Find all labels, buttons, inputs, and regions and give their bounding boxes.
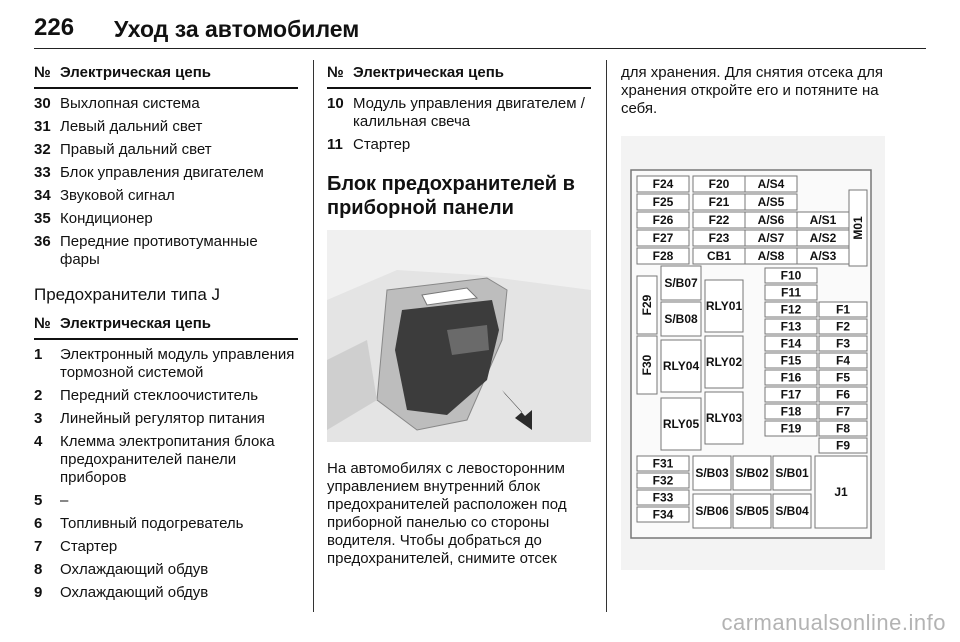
column-3 (621, 64, 891, 570)
header-circuit: Электрическая цепь (60, 315, 212, 332)
row-circuit: Охлаждающий обдув (60, 584, 209, 601)
row-number: 10 (327, 95, 344, 112)
header-rule (34, 48, 926, 49)
row-circuit: Электронный модуль управления тормозной системой (60, 346, 295, 381)
subheading-j-fuses: Предохранители типа J (34, 285, 221, 304)
fuse-label: F33 (652, 490, 674, 505)
fuse-label: F32 (652, 473, 674, 488)
circuit-table-3 (327, 89, 591, 154)
fuse-label: F29 (640, 294, 654, 316)
header-number: № (34, 315, 51, 332)
table-row (327, 95, 591, 131)
fuse-label: F17 (780, 387, 802, 402)
row-number: 6 (34, 515, 43, 532)
row-number: 8 (34, 561, 43, 578)
row-circuit: Передние противотуманные фары (60, 233, 258, 268)
table-row (34, 95, 298, 113)
table-header (327, 64, 591, 89)
section-heading: Блок предохранителей в приборной панели (327, 173, 575, 219)
row-number: 4 (34, 433, 43, 450)
fuse-label: F8 (835, 421, 851, 436)
fuse-label: F7 (835, 404, 851, 419)
fuse-label: A/S7 (757, 231, 785, 245)
row-circuit: Линейный регулятор питания (60, 410, 265, 427)
fuse-label: S/B03 (695, 466, 729, 480)
fuse-label: F26 (652, 213, 674, 227)
fuse-label: M01 (851, 216, 865, 240)
fuse-label: RLY02 (705, 355, 743, 369)
row-number: 35 (34, 210, 51, 227)
row-number: 9 (34, 584, 43, 601)
fuse-label: A/S2 (809, 231, 837, 245)
fuse-label: RLY01 (705, 299, 743, 313)
fuse-label: S/B06 (695, 504, 729, 518)
row-circuit: Звуковой сигнал (60, 187, 175, 204)
table-row (34, 346, 298, 382)
row-circuit: Выхлопная система (60, 95, 200, 112)
fuse-label: S/B05 (735, 504, 769, 518)
fuse-label: F12 (780, 302, 802, 317)
circuit-table-1 (34, 89, 298, 269)
fuse-label: RLY03 (705, 411, 743, 425)
row-number: 7 (34, 538, 43, 555)
row-circuit: Клемма электропитания блока предохранителей панели приборов (60, 433, 275, 486)
fuse-label: F14 (780, 336, 802, 351)
fuse-label: A/S6 (757, 213, 785, 227)
fuse-label: F20 (708, 177, 730, 191)
fuse-label: F28 (652, 249, 674, 263)
row-circuit: Кондиционер (60, 210, 153, 227)
table-row (34, 233, 298, 269)
table-row (34, 164, 298, 182)
fuse-label: F2 (835, 319, 851, 334)
table-row (34, 433, 298, 487)
row-circuit: Передний стеклоочиститель (60, 387, 259, 404)
fuse-label: F21 (708, 195, 730, 209)
fuse-label: F10 (780, 268, 802, 283)
fusebox-location-photo (327, 230, 591, 442)
fuse-label: F27 (652, 231, 674, 245)
row-circuit: Правый дальний свет (60, 141, 212, 158)
fuse-label: RLY05 (662, 417, 700, 431)
fuse-label: F19 (780, 421, 802, 436)
row-circuit: Топливный подогреватель (60, 515, 244, 532)
row-circuit: Охлаждающий обдув (60, 561, 209, 578)
row-number: 30 (34, 95, 51, 112)
row-circuit: Стартер (353, 136, 411, 153)
fuse-label: F9 (835, 438, 851, 453)
body-paragraph-continued: для хранения. Для снятия отсека для хранения откройте его и потяните на себя. (621, 64, 883, 117)
row-circuit: – (60, 492, 69, 509)
dashboard-illustration (327, 230, 591, 442)
fuse-label: A/S5 (757, 195, 785, 209)
fuse-label: F34 (652, 507, 674, 522)
fuse-label: S/B02 (735, 466, 769, 480)
fuse-label: F6 (835, 387, 851, 402)
header-circuit: Электрическая цепь (60, 64, 212, 81)
fuse-label: A/S1 (809, 213, 837, 227)
table-row (34, 538, 298, 556)
fuse-label: A/S8 (757, 249, 785, 263)
watermark: carmanualsonline.info (721, 610, 946, 635)
fuse-label: F15 (780, 353, 802, 368)
fuse-label: F25 (652, 195, 674, 209)
table-row (34, 584, 298, 602)
fuse-label: F24 (652, 177, 674, 191)
table-row (34, 187, 298, 205)
body-paragraph: На автомобилях с левосторонним управлением внутренний блок предохранителей расположен под приборной панелью со стороны водителя. Чтобы добраться до предохранителей, снимите отсек (327, 460, 567, 567)
fuse-label: A/S3 (809, 249, 837, 263)
fuse-label: F1 (835, 302, 851, 317)
header-circuit: Электрическая цепь (353, 64, 505, 81)
table-row (34, 210, 298, 228)
fuse-label: F4 (835, 353, 851, 368)
table-row (34, 410, 298, 428)
table-row (34, 387, 298, 405)
table-row (327, 136, 591, 154)
fuse-box-diagram (621, 136, 885, 570)
fuse-label: F22 (708, 213, 730, 227)
row-circuit: Блок управления двигателем (60, 164, 264, 181)
row-circuit: Модуль управления двигателем / калильная свеча (353, 95, 585, 130)
row-number: 36 (34, 233, 51, 250)
header-number: № (327, 64, 344, 81)
table-row (34, 515, 298, 533)
column-2 (327, 64, 591, 568)
row-circuit: Левый дальний свет (60, 118, 203, 135)
fuse-label: F16 (780, 370, 802, 385)
column-divider-2 (606, 60, 607, 612)
fuse-label: F3 (835, 336, 851, 351)
row-number: 5 (34, 492, 43, 509)
row-number: 34 (34, 187, 51, 204)
circuit-table-2 (34, 340, 298, 602)
fuse-label: RLY04 (662, 359, 700, 373)
row-number: 3 (34, 410, 43, 427)
table-header (34, 315, 298, 340)
fuse-label: S/B04 (775, 504, 809, 518)
row-number: 33 (34, 164, 51, 181)
fuse-label: S/B07 (664, 276, 698, 290)
table-header (34, 64, 298, 89)
fuse-label: F5 (835, 370, 851, 385)
fuse-label: F23 (708, 231, 730, 245)
row-number: 31 (34, 118, 51, 135)
fuse-label: F13 (780, 319, 802, 334)
row-number: 11 (327, 136, 343, 153)
header-number: № (34, 64, 51, 81)
table-row (34, 561, 298, 579)
row-number: 1 (34, 346, 43, 363)
fuse-label: F30 (640, 354, 654, 376)
column-1 (34, 64, 298, 608)
fuse-label: F11 (780, 285, 802, 300)
fuse-label: F31 (652, 456, 674, 471)
page-number: 226 (34, 14, 75, 41)
table-row (34, 118, 298, 136)
fuse-label: A/S4 (757, 177, 785, 191)
fuse-label: CB1 (706, 249, 732, 263)
fuse-label: J1 (834, 485, 848, 499)
table-row (34, 141, 298, 159)
table-row (34, 492, 298, 510)
row-number: 32 (34, 141, 51, 158)
row-number: 2 (34, 387, 43, 404)
fuse-label: S/B01 (775, 466, 809, 480)
column-divider-1 (313, 60, 314, 612)
fuse-label: S/B08 (664, 312, 698, 326)
row-circuit: Стартер (60, 538, 118, 555)
page-title: Уход за автомобилем (114, 16, 360, 42)
fuse-label: F18 (780, 404, 802, 419)
